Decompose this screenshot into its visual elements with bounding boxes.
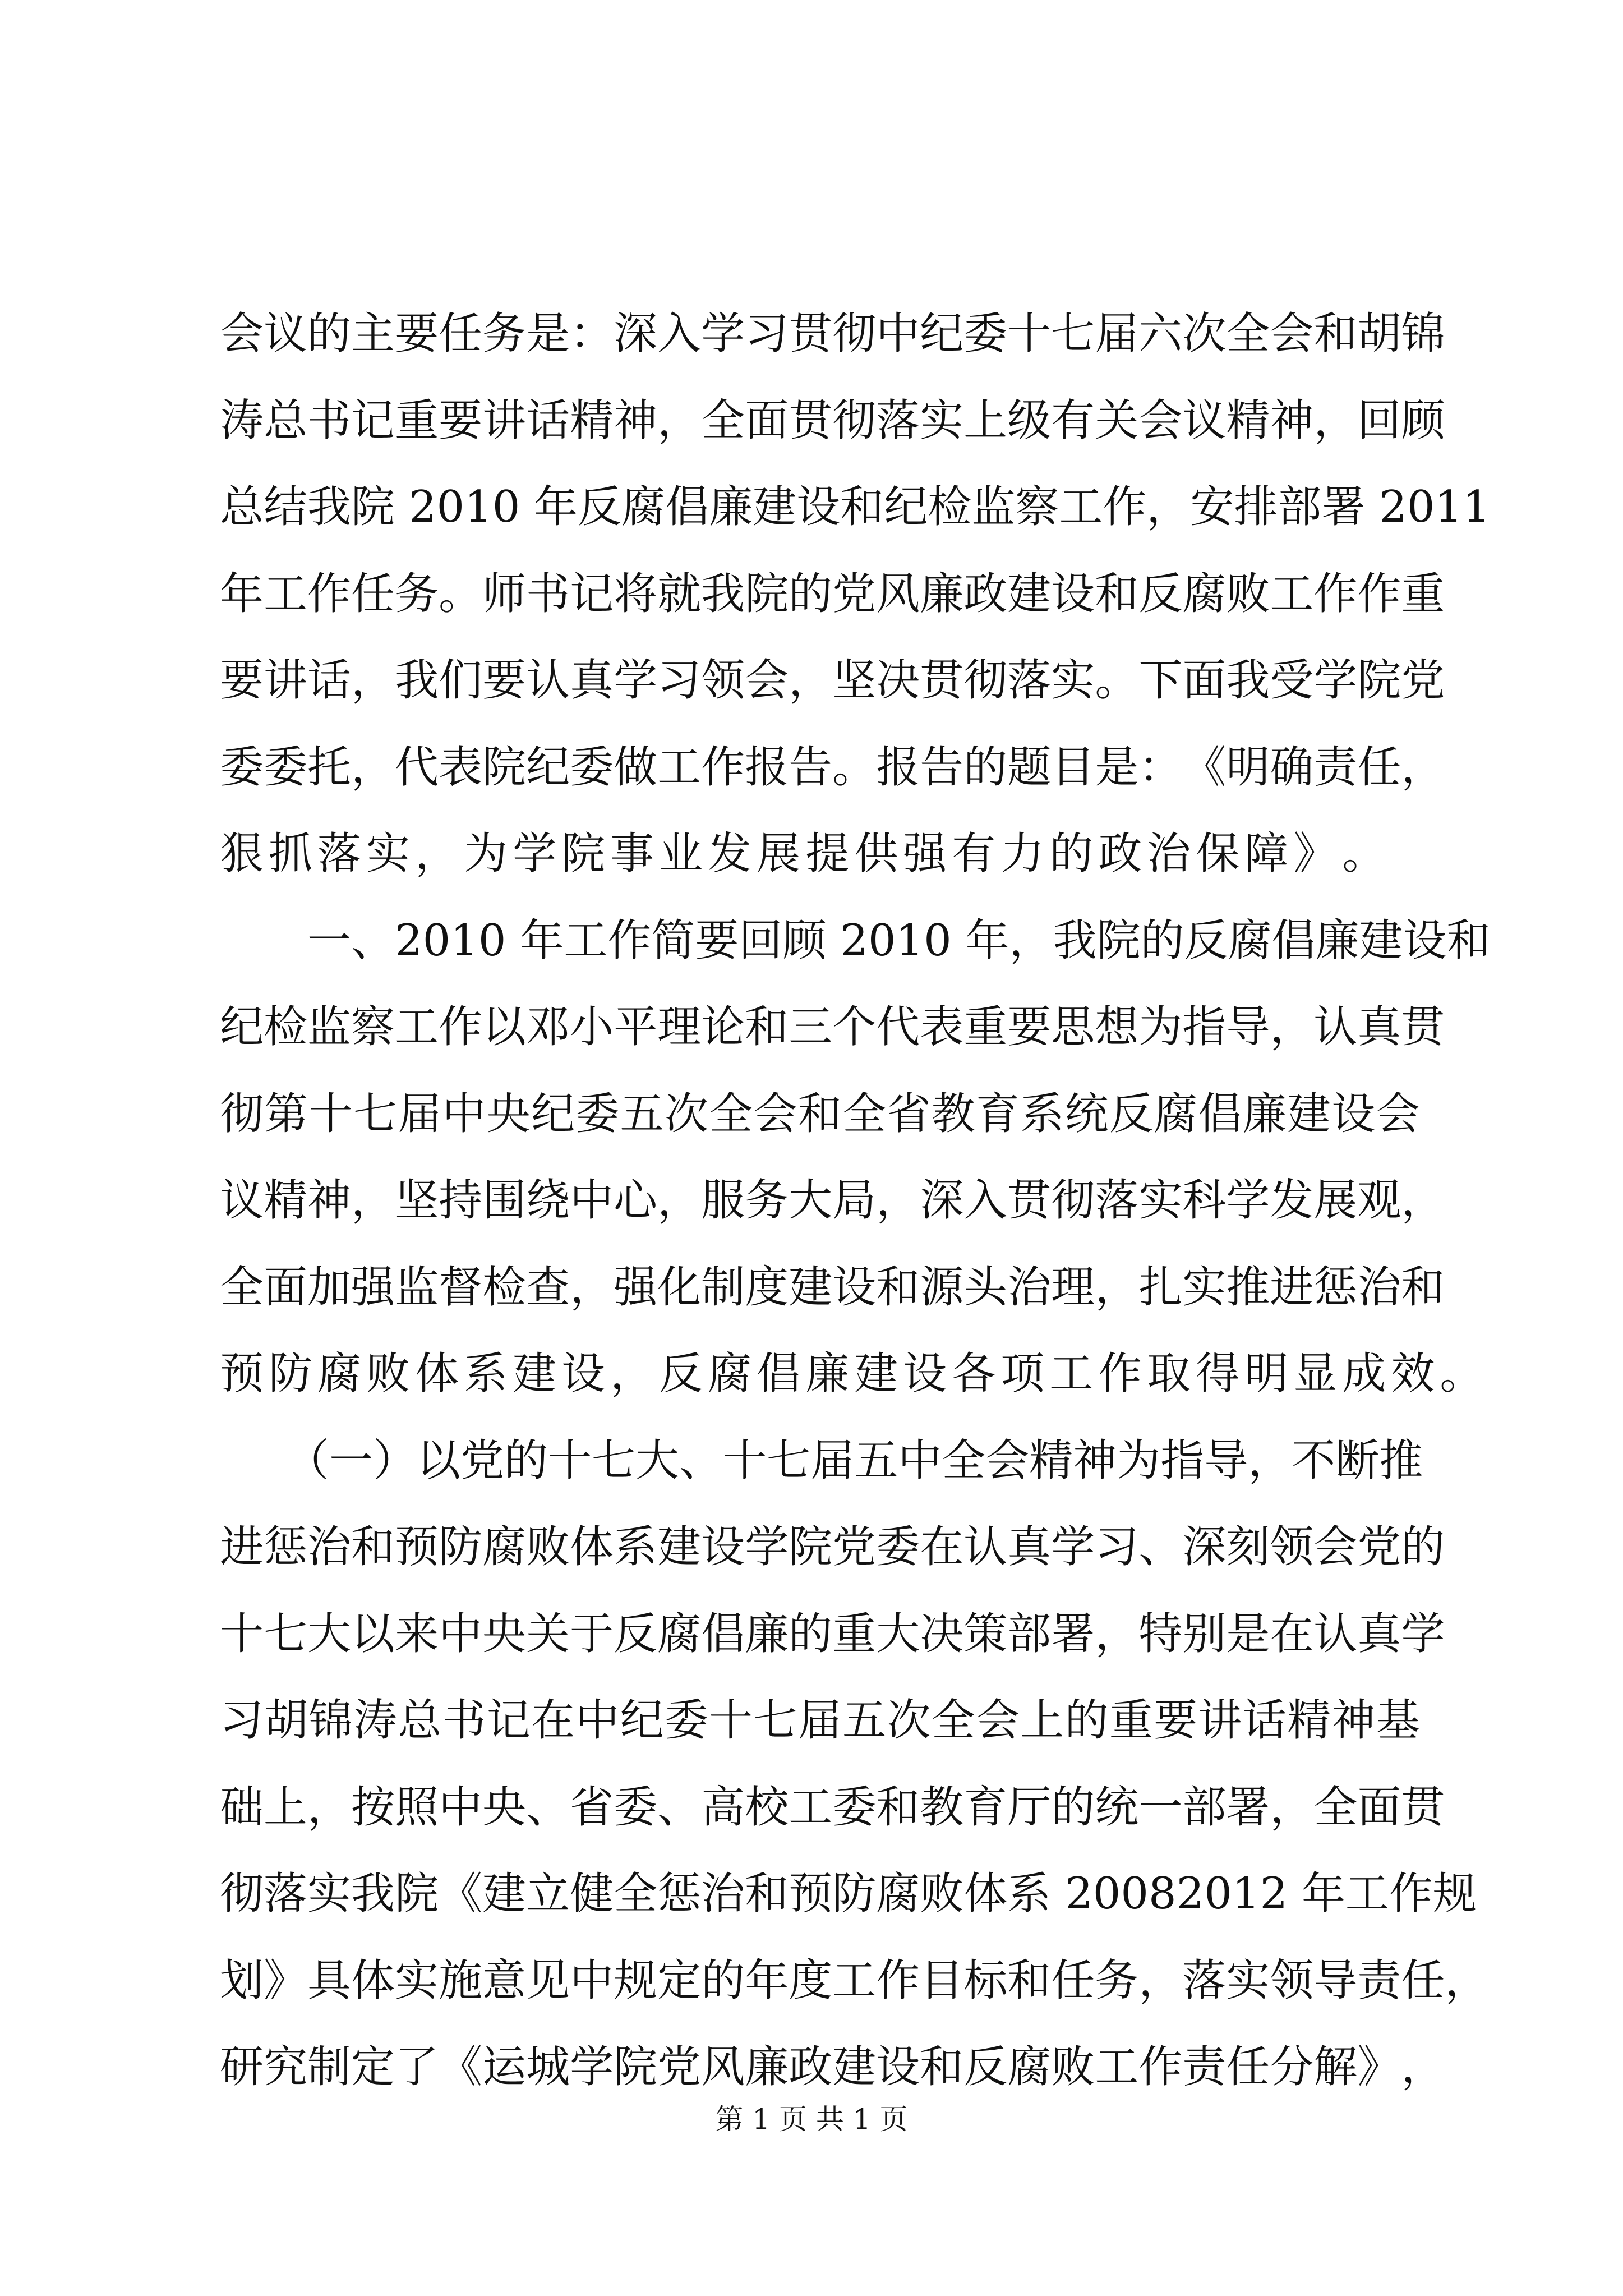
text-line: 彻 落 实 我 院 《 建 立 健 全 惩 治 和 预 防 腐 败 体 系 20082012 年 工 作 规 (220, 1869, 1477, 1919)
page-number: 第 1 页 共 1 页 (715, 2103, 908, 2136)
body-text (220, 291, 1491, 2111)
text-line: 要 讲 话 ， 我 们 要 认 真 学 习 领 会 ， 坚 决 贯 彻 落 实 。 下 面 我 受 学 院 党 (220, 655, 1445, 706)
text-line: 会 议 的 主 要 任 务 是 ： 深 入 学 习 贯 彻 中 纪 委 十 七 届 六 次 全 会 和 胡 锦 (220, 309, 1445, 359)
text-line: 全 面 加 强 监 督 检 查 ， 强 化 制 度 建 设 和 源 头 治 理 ， 扎 实 推 进 惩 治 和 (220, 1262, 1445, 1313)
text-line: 涛 总 书 记 重 要 讲 话 精 神 ， 全 面 贯 彻 落 实 上 级 有 关 会 议 精 神 ， 回 顾 (220, 395, 1445, 446)
text-line: 划 》 具 体 实 施 意 见 中 规 定 的 年 度 工 作 目 标 和 任 务 ， 落 实 领 导 责 任 ， (220, 1955, 1489, 2006)
text-line: 委 委 托 ， 代 表 院 纪 委 做 工 作 报 告 。 报 告 的 题 目 是 ： 《 明 确 责 任 ， (220, 742, 1445, 793)
text-line: 彻 第 十 七 届 中 央 纪 委 五 次 全 会 和 全 省 教 育 系 统 反 腐 倡 廉 建 设 会 (220, 1088, 1420, 1139)
text-line: 议 精 神 ， 坚 持 围 绕 中 心 ， 服 务 大 局 ， 深 入 贯 彻 落 实 科 学 发 展 观 ， (220, 1175, 1445, 1226)
text-line: 研 究 制 定 了 《 运 城 学 院 党 风 廉 政 建 设 和 反 腐 败 工 作 责 任 分 解 》 ， (220, 2042, 1445, 2092)
text-line: 纪 检 监 察 工 作 以 邓 小 平 理 论 和 三 个 代 表 重 要 思 想 为 指 导 ， 认 真 贯 (220, 1002, 1445, 1052)
text-line: 年 工 作 任 务 。 师 书 记 将 就 我 院 的 党 风 廉 政 建 设 和 反 腐 败 工 作 作 重 (220, 568, 1445, 619)
text-line: 础 上 ， 按 照 中 央 、 省 委 、 高 校 工 委 和 教 育 厅 的 统 一 部 署 ， 全 面 贯 (220, 1782, 1445, 1833)
text-line: 习 胡 锦 涛 总 书 记 在 中 纪 委 十 七 届 五 次 全 会 上 的 重 要 讲 话 精 神 基 (220, 1695, 1420, 1746)
text-line: （ 一 ） 以 党 的 十 七 大 、 十 七 届 五 中 全 会 精 神 为 指 导 ， 不 断 推 (220, 1435, 1423, 1486)
text-line: 狠 抓 落 实 ， 为 学 院 事 业 发 展 提 供 强 有 力 的 政 治 保 障 》 。 (220, 829, 1386, 879)
text-line: 预 防 腐 败 体 系 建 设 ， 反 腐 倡 廉 建 设 各 项 工 作 取 得 明 显 成 效 。 (220, 1349, 1484, 1399)
text-line: 总 结 我 院 2010 年 反 腐 倡 廉 建 设 和 纪 检 监 察 工 作 ， 安 排 部 署 2011 (220, 482, 1491, 532)
text-line: 一 、 2010 年 工 作 简 要 回 顾 2010 年 ， 我 院 的 反 腐 倡 廉 建 设 和 (220, 915, 1491, 966)
text-line: 进 惩 治 和 预 防 腐 败 体 系 建 设 学 院 党 委 在 认 真 学 习 、 深 刻 领 会 党 的 (220, 1522, 1445, 1572)
text-line: 十 七 大 以 来 中 央 关 于 反 腐 倡 廉 的 重 大 决 策 部 署 ， 特 别 是 在 认 真 学 (220, 1608, 1445, 1659)
